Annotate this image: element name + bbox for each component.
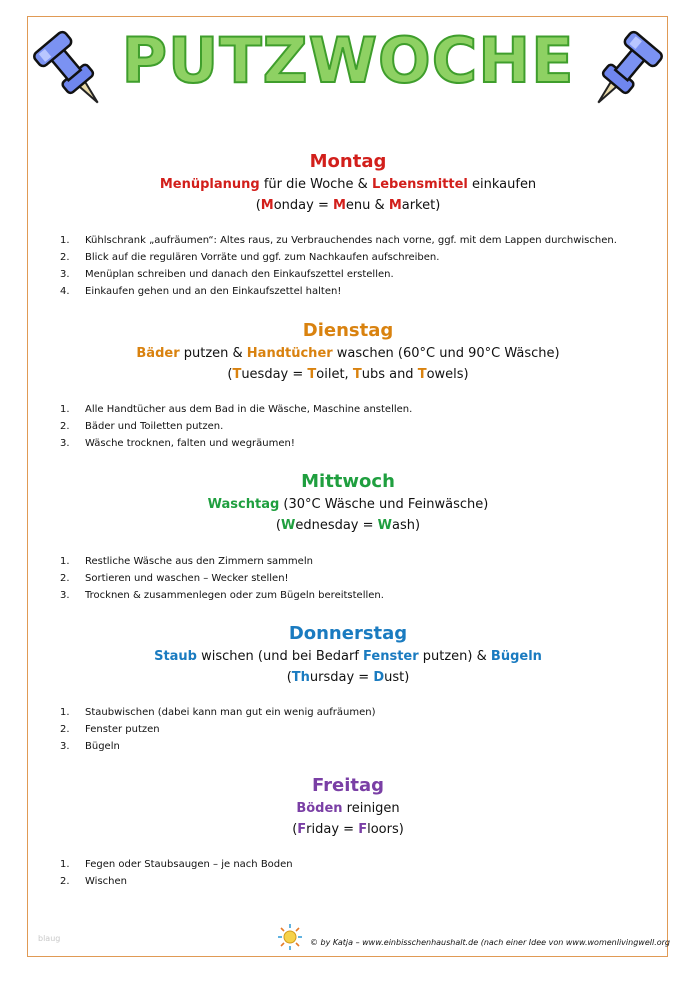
watermark: blaug	[38, 934, 61, 943]
text: (	[286, 670, 292, 685]
list-item	[60, 401, 412, 418]
letter: D	[373, 670, 385, 685]
item-text: Trocknen & zusammenlegen oder zum Bügeln bereitstellen.	[85, 590, 384, 601]
item-text: Restliche Wäsche aus den Zimmern sammeln	[85, 556, 313, 567]
list-item	[60, 553, 384, 570]
keyword: Bügeln	[490, 649, 542, 664]
item-text: Kühlschrank „aufräumen“: Altes raus, zu Verbrauchendes nach vorne, ggf. mit dem Lappen durchwischen.	[85, 235, 617, 246]
text: für die Woche &	[259, 177, 372, 192]
day-heading: Mittwoch	[301, 471, 395, 492]
keyword: Lebensmittel	[371, 177, 468, 192]
list-item	[60, 587, 384, 604]
day-section-friday	[0, 774, 696, 840]
keyword: Menüplanung	[159, 177, 260, 192]
item-number: 3.	[60, 269, 70, 280]
list-item	[60, 418, 412, 435]
day-mnemonic	[0, 365, 696, 385]
text: ash)	[392, 518, 421, 533]
item-text: Alle Handtücher aus dem Bad in die Wäsche, Maschine anstellen.	[85, 404, 413, 415]
day-summary	[0, 495, 696, 515]
task-list-friday	[60, 856, 293, 890]
item-text: Blick auf die regulären Vorräte und ggf. zum Nachkaufen aufschreiben.	[85, 252, 440, 263]
item-number: 3.	[60, 590, 70, 601]
list-item	[60, 721, 375, 738]
text: ursday =	[309, 670, 374, 685]
item-number: 3.	[60, 741, 70, 752]
list-item	[60, 249, 617, 266]
text: (	[255, 198, 261, 213]
item-text: Fenster putzen	[85, 724, 160, 735]
letter: M	[260, 198, 274, 213]
task-list-thursday	[60, 704, 375, 755]
keyword: Waschtag	[207, 497, 280, 512]
keyword: Fenster	[363, 649, 419, 664]
day-section-monday	[0, 150, 696, 216]
day-heading: Freitag	[311, 775, 385, 796]
text: arket)	[401, 198, 441, 213]
item-text: Wäsche trocknen, falten und wegräumen!	[85, 438, 295, 449]
item-text: Wischen	[85, 876, 127, 887]
text: enu &	[345, 198, 389, 213]
letter: F	[297, 822, 307, 837]
text: oilet,	[316, 367, 353, 382]
text: einkaufen	[467, 177, 537, 192]
letter: W	[280, 518, 296, 533]
list-item	[60, 232, 617, 249]
sun-logo-icon	[276, 922, 304, 952]
text: waschen (60°C und 90°C Wäsche)	[332, 346, 560, 361]
text: onday =	[273, 198, 333, 213]
item-number: 1.	[60, 235, 70, 246]
item-number: 1.	[60, 404, 70, 415]
text: putzen &	[179, 346, 247, 361]
day-mnemonic	[0, 820, 696, 840]
text: owels)	[426, 367, 469, 382]
list-item	[60, 873, 293, 890]
item-text: Einkaufen gehen und an den Einkaufszettel halten!	[85, 286, 342, 297]
keyword: Handtücher	[246, 346, 333, 361]
item-number: 1.	[60, 556, 70, 567]
text: ust)	[384, 670, 410, 685]
text: ednesday =	[295, 518, 378, 533]
list-item	[60, 738, 375, 755]
day-summary	[0, 344, 696, 364]
item-number: 2.	[60, 876, 70, 887]
letter: Th	[291, 670, 310, 685]
footer-credit: © by Katja – www.einbisschenhaushalt.de (nach einer Idee von www.womenlivingwell.org	[310, 938, 670, 947]
letter: T	[352, 367, 362, 382]
day-summary	[0, 175, 696, 195]
task-list-tuesday	[60, 401, 412, 452]
day-section-tuesday	[0, 319, 696, 385]
day-section-wednesday	[0, 470, 696, 536]
page-title: PUTZWOCHE	[121, 24, 575, 97]
day-summary	[0, 647, 696, 667]
item-number: 1.	[60, 859, 70, 870]
day-heading: Montag	[309, 151, 387, 172]
item-number: 2.	[60, 573, 70, 584]
day-heading: Donnerstag	[288, 623, 408, 644]
letter: M	[332, 198, 346, 213]
letter: T	[417, 367, 427, 382]
day-section-thursday	[0, 622, 696, 688]
item-text: Menüplan schreiben und danach den Einkaufszettel erstellen.	[85, 269, 394, 280]
task-list-wednesday	[60, 553, 384, 604]
letter: M	[388, 198, 402, 213]
text: riday =	[306, 822, 359, 837]
letter: T	[232, 367, 242, 382]
day-summary	[0, 799, 696, 819]
item-number: 3.	[60, 438, 70, 449]
item-text: Fegen oder Staubsaugen – je nach Boden	[85, 859, 293, 870]
text: (	[227, 367, 233, 382]
day-mnemonic	[0, 668, 696, 688]
task-list-monday	[60, 232, 617, 300]
text: reinigen	[342, 801, 400, 816]
keyword: Staub	[154, 649, 197, 664]
text: (	[275, 518, 281, 533]
text: uesday =	[241, 367, 308, 382]
item-number: 2.	[60, 724, 70, 735]
text: loors)	[367, 822, 404, 837]
item-text: Sortieren und waschen – Wecker stellen!	[85, 573, 289, 584]
item-number: 2.	[60, 421, 70, 432]
day-mnemonic	[0, 516, 696, 536]
letter: F	[358, 822, 368, 837]
list-item	[60, 704, 375, 721]
text: (	[292, 822, 298, 837]
list-item	[60, 856, 293, 873]
letter: W	[377, 518, 393, 533]
list-item	[60, 570, 384, 587]
text: (30°C Wäsche und Feinwäsche)	[279, 497, 489, 512]
item-number: 1.	[60, 707, 70, 718]
letter: T	[307, 367, 317, 382]
text: putzen) &	[418, 649, 491, 664]
day-mnemonic	[0, 196, 696, 216]
item-number: 4.	[60, 286, 70, 297]
day-heading: Dienstag	[302, 320, 394, 341]
text: wischen (und bei Bedarf	[197, 649, 364, 664]
list-item	[60, 283, 617, 300]
list-item	[60, 435, 412, 452]
list-item	[60, 266, 617, 283]
item-text: Bäder und Toiletten putzen.	[85, 421, 224, 432]
keyword: Bäder	[136, 346, 180, 361]
item-text: Bügeln	[85, 741, 120, 752]
text: ubs and	[361, 367, 418, 382]
keyword: Böden	[296, 801, 343, 816]
item-number: 2.	[60, 252, 70, 263]
item-text: Staubwischen (dabei kann man gut ein wenig aufräumen)	[85, 707, 376, 718]
